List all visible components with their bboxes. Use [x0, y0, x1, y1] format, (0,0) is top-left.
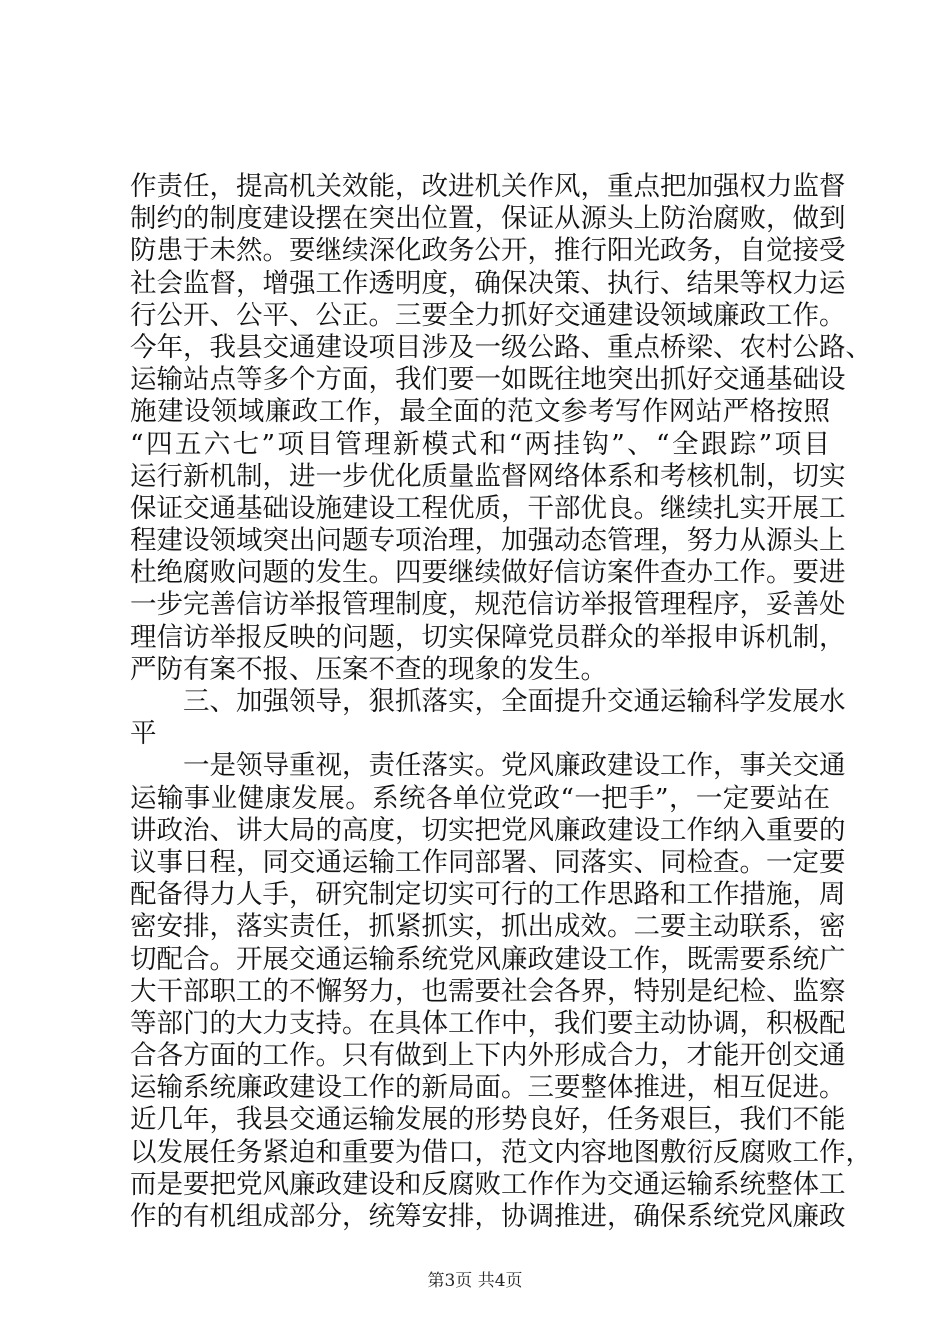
text-line: 作的有机组成部分，统筹安排，协调推进，确保系统党风廉政 [130, 1201, 846, 1232]
text-line: 运输事业健康发展。系统各单位党政“一把手”，一定要站在 [130, 782, 830, 814]
text-line: 以发展任务紧迫和重要为借口，范文内容地图敷衍反腐败工作， [130, 1136, 872, 1168]
text-line: 等部门的大力支持。在具体工作中，我们要主动协调，积极配 [130, 1007, 846, 1039]
text-line: 理信访举报反映的问题，切实保障党员群众的举报申诉机制， [130, 621, 846, 653]
text-line: “四五六七”项目管理新模式和“两挂钩”、“全跟踪”项目 [130, 428, 830, 460]
body-text [130, 171, 872, 1233]
text-line: 作责任，提高机关效能，改进机关作风，重点把加强权力监督 [130, 171, 846, 202]
page-number-footer: 第3页 共4页 [427, 1271, 523, 1291]
text-line: 杜绝腐败问题的发生。四要继续做好信访案件查办工作。要进 [130, 557, 846, 589]
text-line: 今年，我县交通建设项目涉及一级公路、重点桥梁、农村公路、 [130, 331, 872, 363]
text-line: 配备得力人手，研究制定切实可行的工作思路和工作措施，周 [130, 879, 846, 911]
text-line: 保证交通基础设施建设工程优质，干部优良。继续扎实开展工 [130, 492, 846, 524]
text-line: 行公开、公平、公正。三要全力抓好交通建设领域廉政工作。 [130, 299, 846, 331]
text-line: 大干部职工的不懈努力，也需要社会各界，特别是纪检、监察 [130, 975, 846, 1007]
text-line: 讲政治、讲大局的高度，切实把党风廉政建设工作纳入重要的 [130, 814, 846, 846]
text-line: 切配合。开展交通运输系统党风廉政建设工作，既需要系统广 [130, 943, 846, 975]
text-line: 运行新机制，进一步优化质量监督网络体系和考核机制，切实 [130, 460, 846, 492]
text-line: 一步完善信访举报管理制度，规范信访举报管理程序，妥善处 [130, 589, 846, 621]
text-line: 而是要把党风廉政建设和反腐败工作作为交通运输系统整体工 [130, 1168, 846, 1200]
paragraph-end-line: 严防有案不报、压案不查的现象的发生。 [130, 653, 607, 685]
text-line: 密安排，落实责任，抓紧抓实，抓出成效。二要主动联系，密 [130, 911, 846, 943]
text-line: 施建设领域廉政工作，最全面的范文参考写作网站严格按照 [130, 396, 830, 428]
text-line: 制约的制度建设摆在突出位置，保证从源头上防治腐败，做到 [130, 203, 846, 235]
text-line: 运输系统廉政建设工作的新局面。三要整体推进，相互促进。 [130, 1072, 846, 1104]
text-line: 一是领导重视，责任落实。党风廉政建设工作，事关交通 [130, 750, 846, 782]
text-line: 议事日程，同交通运输工作同部署、同落实、同检查。一定要 [130, 846, 846, 878]
text-line: 防患于未然。要继续深化政务公开，推行阳光政务，自觉接受 [130, 235, 846, 267]
text-line: 合各方面的工作。只有做到上下内外形成合力，才能开创交通 [130, 1040, 846, 1072]
text-line: 社会监督，增强工作透明度，确保决策、执行、结果等权力运 [130, 267, 846, 299]
text-line: 程建设领域突出问题专项治理，加强动态管理，努力从源头上 [130, 525, 846, 557]
text-line: 近几年，我县交通运输发展的形势良好，任务艰巨，我们不能 [130, 1104, 846, 1136]
section-heading-line: 三、加强领导，狠抓落实，全面提升交通运输科学发展水 [130, 686, 846, 717]
text-line: 运输站点等多个方面，我们要一如既往地突出抓好交通基础设 [130, 364, 846, 396]
section-heading-end-line: 平 [130, 718, 157, 750]
